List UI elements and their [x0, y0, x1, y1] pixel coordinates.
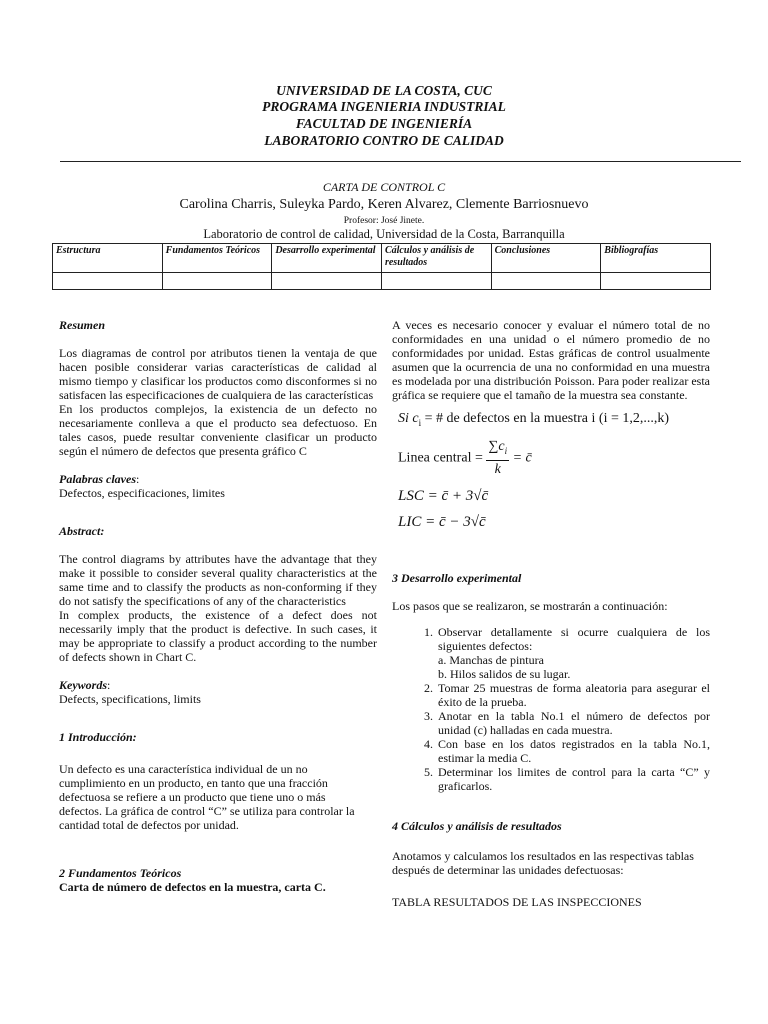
- resumen-paragraph: Los diagramas de control por atributos tienen la ventaja de que hacen posible considerar varias características de calidad al mismo tiempo y clasificar los productos como disconformes si no satisfacen las especificaciones de cualquiera de las características: [59, 346, 377, 402]
- formula-fraction: [486, 438, 509, 479]
- table-header-cell: Cálculos y análisis de resultados: [381, 244, 491, 273]
- table-cell: [272, 273, 382, 290]
- authors: Carolina Charris, Suleyka Pardo, Keren Alvarez, Clemente Barriosnuevo: [179, 197, 589, 212]
- list-item: 5. Determinar los limites de control para la carta “C” y graficarlos.: [436, 765, 710, 793]
- fund-subheading: Carta de número de defectos en la muestra, carta C.: [59, 880, 326, 894]
- keywords-text: Defects, specifications, limits: [59, 692, 201, 706]
- resumen-heading: Resumen: [59, 318, 106, 332]
- formula-central-line: [398, 438, 710, 479]
- formula-lsc: LSC = c̄ + 3√c̄: [398, 487, 489, 504]
- intro-paragraph: Un defecto es una característica individual de un no cumplimiento en un producto, en tanto que una fracción defectuosa se refiere a un producto que tiene uno o más defectos. La gráfica de control “C” se utiliza para controlar la cantidad total de defectos por unidad.: [59, 762, 355, 832]
- step-sub-item: a. Manchas de pintura: [438, 652, 544, 667]
- step-sub-item: b. Hilos salidos de su lugar.: [438, 666, 571, 681]
- calculos-paragraph: Anotamos y calculamos los resultados en las respectivas tablas después de determinar las unidades defectuosas:: [392, 848, 694, 877]
- poisson-paragraph: A veces es necesario conocer y evaluar el número total de no conformidades en una unidad o el número promedio de no conformidades por unidad. Estas gráficas de control usualmente asumen que la ocurrencia de una no conformidad en una muestra es modelada por una distribución Poisson. Para poder realizar esta gráfica se requiere que el tamaño de la muestra sea constante.: [392, 318, 710, 402]
- table-cell: [491, 273, 601, 290]
- desarrollo-intro: Los pasos que se realizaron, se mostrarán a continuación:: [392, 598, 668, 613]
- formula-lc-label: Linea central =: [398, 450, 483, 466]
- professor: Profesor: José Jinete.: [343, 216, 425, 226]
- table-header-cell: Bibliografías: [601, 244, 711, 273]
- intro-heading: 1 Introducción:: [59, 730, 137, 744]
- tabla-title: TABLA RESULTADOS DE LAS INSPECCIONES: [392, 894, 642, 909]
- palabras-heading: Palabras claves: [59, 472, 136, 486]
- table-header-cell: Estructura: [53, 244, 163, 273]
- formula-ci-text: Si c: [398, 411, 419, 426]
- table-header-cell: Fundamentos Teóricos: [162, 244, 272, 273]
- abstract-paragraph: In complex products, the existence of a defect does not necessarily imply that the product is defective. In such cases, it may be appropriate to classify a product according to the number of defects shown in Chart C.: [59, 608, 377, 664]
- formula-sum: ∑c: [488, 438, 505, 454]
- table-cell: [162, 273, 272, 290]
- table-cell: [601, 273, 711, 290]
- abstract-heading: Abstract:: [59, 524, 105, 538]
- calculos-heading: 4 Cálculos y análisis de resultados: [392, 818, 562, 833]
- step-text: Observar detallamente si ocurre cualquiera de los siguientes defectos:: [438, 624, 710, 653]
- list-item: [436, 625, 710, 681]
- program-name: PROGRAMA INGENIERIA INDUSTRIAL: [262, 99, 506, 114]
- abstract-paragraph: The control diagrams by attributes have the advantage that they make it possible to consider several quality characteristics at the same time and to classify the products as non-conforming if they do not satisfy the specifications of any of the characteristics: [59, 552, 377, 608]
- table-cell: [53, 273, 163, 290]
- keywords-colon: :: [107, 678, 111, 692]
- university-name: UNIVERSIDAD DE LA COSTA, CUC: [276, 83, 492, 98]
- formula-sum-sub: i: [504, 445, 508, 456]
- header-divider: [60, 161, 741, 162]
- keywords: [59, 678, 377, 692]
- table-cell: [381, 273, 491, 290]
- formula-lic: LIC = c̄ − 3√c̄: [398, 513, 486, 530]
- structure-table: [52, 243, 711, 290]
- affiliation: Laboratorio de control de calidad, Universidad de la Costa, Barranquilla: [203, 227, 565, 241]
- table-header-cell: Conclusiones: [491, 244, 601, 273]
- palabras-claves: [59, 472, 377, 486]
- lab-name: LABORATORIO CONTRO DE CALIDAD: [264, 133, 504, 148]
- formula-ci: [398, 410, 710, 432]
- steps-list: [392, 625, 710, 793]
- list-item: 4. Con base en los datos registrados en la tabla No.1, estimar la media C.: [436, 737, 710, 765]
- left-column: [59, 318, 377, 894]
- formula-ci-rest: = # de defectos en la muestra i (i = 1,2,...,k): [421, 411, 670, 426]
- faculty-name: FACULTAD DE INGENIERÍA: [295, 116, 473, 131]
- desarrollo-heading: 3 Desarrollo experimental: [392, 570, 522, 585]
- resumen-paragraph: En los productos complejos, la existencia de un defecto no necesariamente conlleva a que el producto sea defectuoso. En tales casos, puede resultar conveniente clasificar un producto según el número de defectos que presenta gráfico C: [59, 402, 377, 458]
- palabras-text: Defectos, especificaciones, limites: [59, 486, 225, 500]
- formula-ci-sub: i: [418, 417, 422, 428]
- right-column: [392, 318, 710, 909]
- table-header-cell: Desarrollo experimental: [272, 244, 382, 273]
- fund-heading: 2 Fundamentos Teóricos: [59, 866, 182, 880]
- keywords-heading: Keywords: [59, 678, 107, 692]
- formula-block: [398, 410, 710, 531]
- formula-fraction-den: k: [494, 461, 501, 477]
- formula-fraction-num: [486, 438, 509, 461]
- paper-title: CARTA DE CONTROL C: [322, 180, 446, 194]
- list-item: 3. Anotar en la tabla No.1 el número de defectos por unidad (c) halladas en cada muestra.: [436, 709, 710, 737]
- list-item: 2. Tomar 25 muestras de forma aleatoria para asegurar el éxito de la prueba.: [436, 681, 710, 709]
- palabras-colon: :: [136, 472, 140, 486]
- formula-lc-eq: = c̄: [512, 450, 532, 466]
